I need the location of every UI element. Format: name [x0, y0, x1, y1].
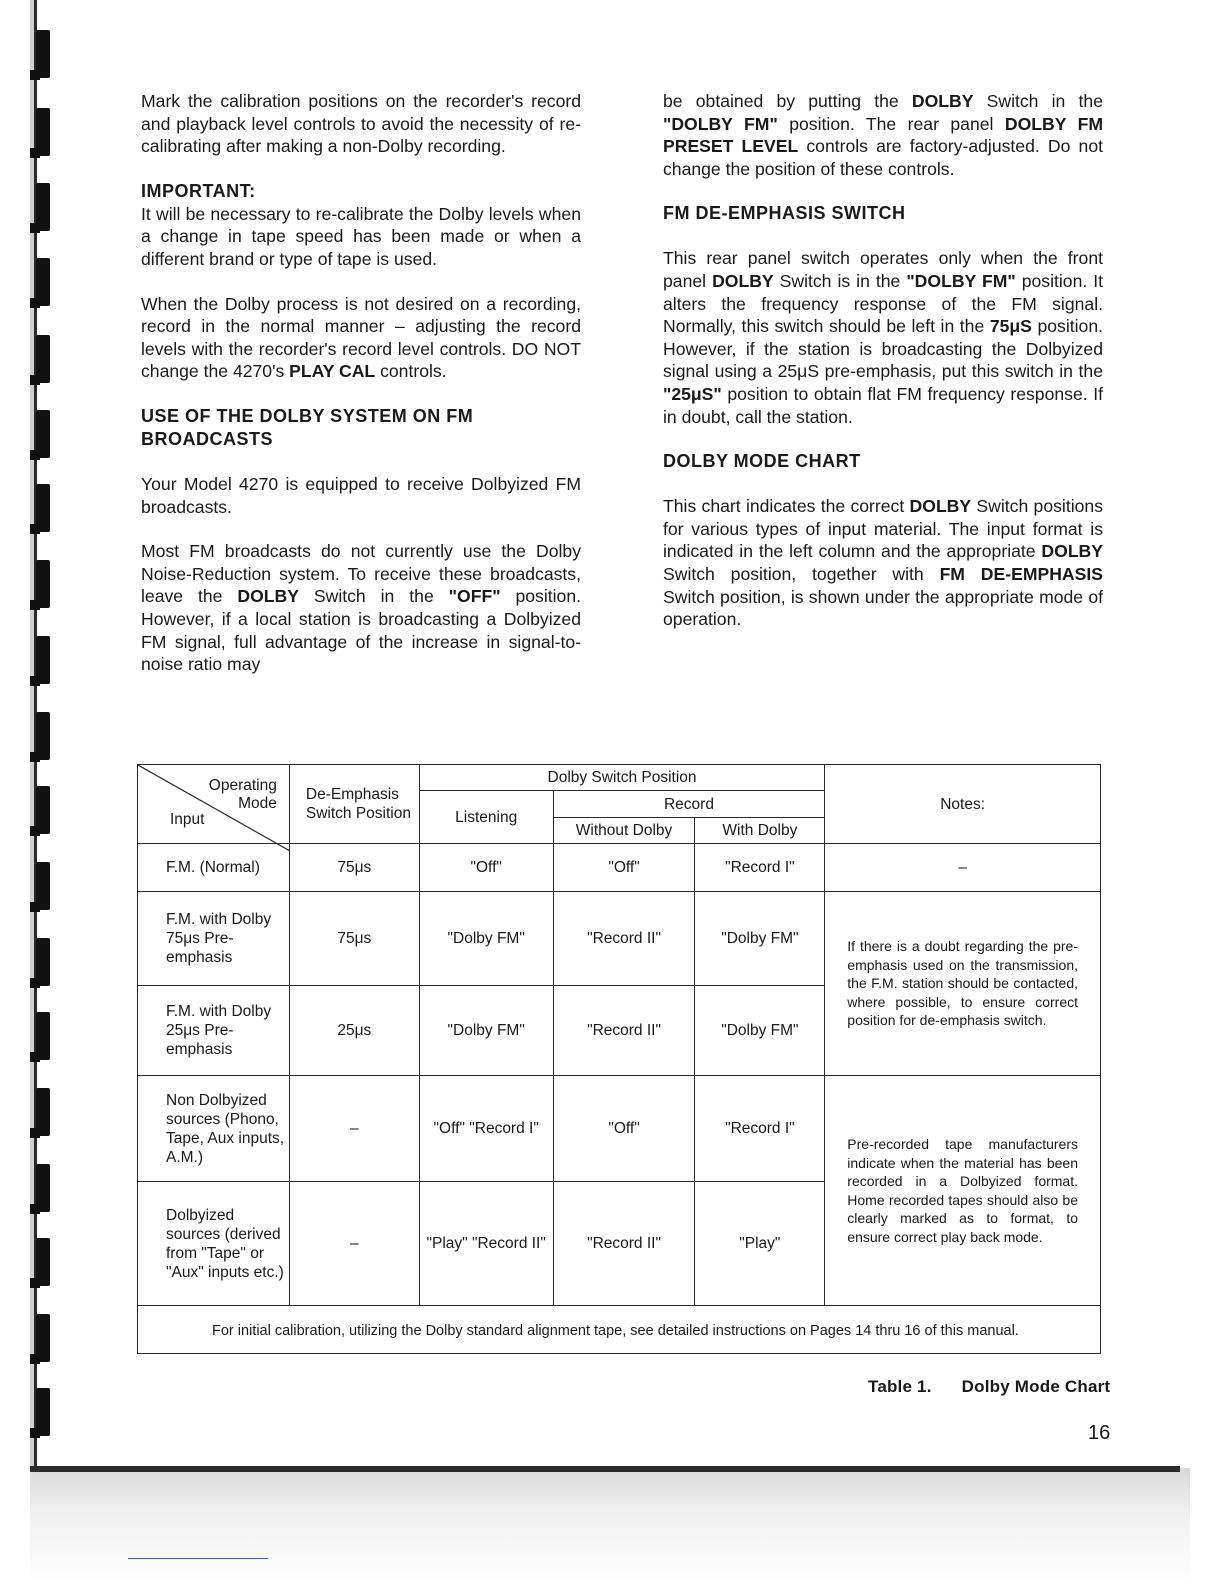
page-bottom-edge — [30, 1466, 1180, 1472]
listening-cell: "Off" "Record I" — [419, 1076, 553, 1182]
without-dolby-cell: "Off" — [553, 1076, 695, 1182]
input-cell: F.M. (Normal) — [138, 844, 290, 892]
table-row — [138, 892, 1101, 986]
deemphasis-heading: FM DE-EMPHASIS SWITCH — [663, 203, 906, 224]
left-column — [141, 90, 581, 698]
notes-cell: Pre-recorded tape manufacturers indicate when the material has been recorded in a Dolbyized format. Home recorded tapes should also be clearly marked as to format, to ensure correct play back mode. — [825, 1076, 1101, 1306]
mode-chart-heading: DOLBY MODE CHART — [663, 451, 861, 472]
without-dolby-cell: "Off" — [553, 844, 695, 892]
table-corner-header — [138, 765, 290, 844]
without-dolby-cell: "Record II" — [553, 986, 695, 1076]
divider — [128, 1558, 268, 1559]
notes-header: Notes: — [825, 765, 1101, 844]
calibration-paragraph: Mark the calibration positions on the recorder's record and playback level controls to avoid the necessity of re-calibrating after making a non-Dolby recording. — [141, 91, 581, 157]
deemphasis-paragraph: This rear panel switch operates only when the front panel DOLBY Switch is in the "DOLBY FM" position. It alters the frequency response of the FM signal. Normally, this switch should be left in the 75μS position. However, if the station is broadcasting the Dolbyized signal using a 25μS pre-emphasis, put this switch in the "25μS" position to obtain flat FM frequency response. If in doubt, call the station. — [663, 248, 1104, 427]
dolby-fm-paragraph: be obtained by putting the DOLBY Switch in the "DOLBY FM" position. The rear panel DOLBY FM PRESET LEVEL controls are factory-adjusted. Do not change the position of these controls. — [663, 91, 1103, 179]
fm-broadcast-paragraph: Most FM broadcasts do not currently use the Dolby Noise-Reduction system. To receive these broadcasts, leave the DOLBY Switch in the "OFF" position. However, if a local station is broadcasting a Dolbyized FM signal, full advantage of the increase in signal-to-noise ratio may — [141, 541, 582, 675]
with-dolby-cell: "Dolby FM" — [695, 892, 825, 986]
with-dolby-cell: "Record I" — [695, 844, 825, 892]
dolby-mode-table — [137, 764, 1101, 1354]
deemphasis-header: De-Emphasis Switch Position — [289, 765, 419, 844]
right-column — [663, 90, 1103, 653]
table-caption: Table 1. Dolby Mode Chart — [868, 1377, 1111, 1396]
with-dolby-header: With Dolby — [695, 818, 825, 844]
input-cell: Dolbyized sources (derived from "Tape" or "Aux" inputs etc.) — [138, 1182, 290, 1306]
mode-label: Mode — [238, 795, 277, 812]
deemphasis-cell: – — [289, 1076, 419, 1182]
deemphasis-cell: – — [289, 1182, 419, 1306]
record-header: Record — [553, 791, 825, 818]
model-paragraph: Your Model 4270 is equipped to receive Dolbyized FM broadcasts. — [141, 473, 581, 517]
with-dolby-cell: "Dolby FM" — [695, 986, 825, 1076]
table-row — [138, 1076, 1101, 1182]
without-dolby-header: Without Dolby — [553, 818, 695, 844]
page-bottom-shadow — [30, 1468, 1190, 1584]
input-cell: F.M. with Dolby 75μs Pre-emphasis — [138, 892, 290, 986]
listening-cell: "Dolby FM" — [419, 986, 553, 1076]
operating-label: Operating — [208, 777, 277, 794]
deemphasis-cell: 25μs — [289, 986, 419, 1076]
input-cell: F.M. with Dolby 25μs Pre-emphasis — [138, 986, 290, 1076]
listening-cell: "Off" — [419, 844, 553, 892]
input-cell: Non Dolbyized sources (Phono, Tape, Aux inputs, A.M.) — [138, 1076, 290, 1182]
listening-cell: "Play" "Record II" — [419, 1182, 553, 1306]
fm-broadcast-heading: USE OF THE DOLBY SYSTEM ON FM BROADCASTS — [141, 405, 474, 449]
important-heading: IMPORTANT: — [141, 180, 256, 201]
mode-chart-paragraph: This chart indicates the correct DOLBY Switch positions for various types of input material. The input format is indicated in the left column and the appropriate DOLBY Switch position, together with FM DE-EMPHASIS Switch position, is shown under the appropriate mode of operation. — [663, 496, 1103, 630]
deemphasis-cell: 75μs — [289, 844, 419, 892]
with-dolby-cell: "Play" — [695, 1182, 825, 1306]
listening-cell: "Dolby FM" — [419, 892, 553, 986]
no-dolby-paragraph: When the Dolby process is not desired on a recording, record in the normal manner – adjusting the record levels with the recorder's record level controls. DO NOT change the 4270's PLAY CAL controls. — [141, 293, 581, 382]
deemphasis-cell: 75μs — [289, 892, 419, 986]
dolby-switch-header: Dolby Switch Position — [419, 765, 825, 791]
input-label: Input — [170, 811, 205, 828]
without-dolby-cell: "Record II" — [553, 1182, 695, 1306]
notes-cell: – — [825, 844, 1101, 892]
table-footer-note: For initial calibration, utilizing the Dolby standard alignment tape, see detailed instructions on Pages 14 thru 16 of this manual. — [138, 1306, 1101, 1354]
important-paragraph: It will be necessary to re-calibrate the Dolby levels when a change in tape speed has been made or when a different brand or type of tape is used. — [141, 203, 581, 269]
listening-header: Listening — [419, 791, 553, 844]
without-dolby-cell: "Record II" — [553, 892, 695, 986]
page-number: 16 — [1088, 1422, 1111, 1444]
spiral-binding — [0, 0, 46, 1584]
notes-cell: If there is a doubt regarding the pre-emphasis used on the transmission, the F.M. station should be contacted, where possible, to ensure correct position for de-emphasis switch. — [825, 892, 1101, 1076]
with-dolby-cell: "Record I" — [695, 1076, 825, 1182]
